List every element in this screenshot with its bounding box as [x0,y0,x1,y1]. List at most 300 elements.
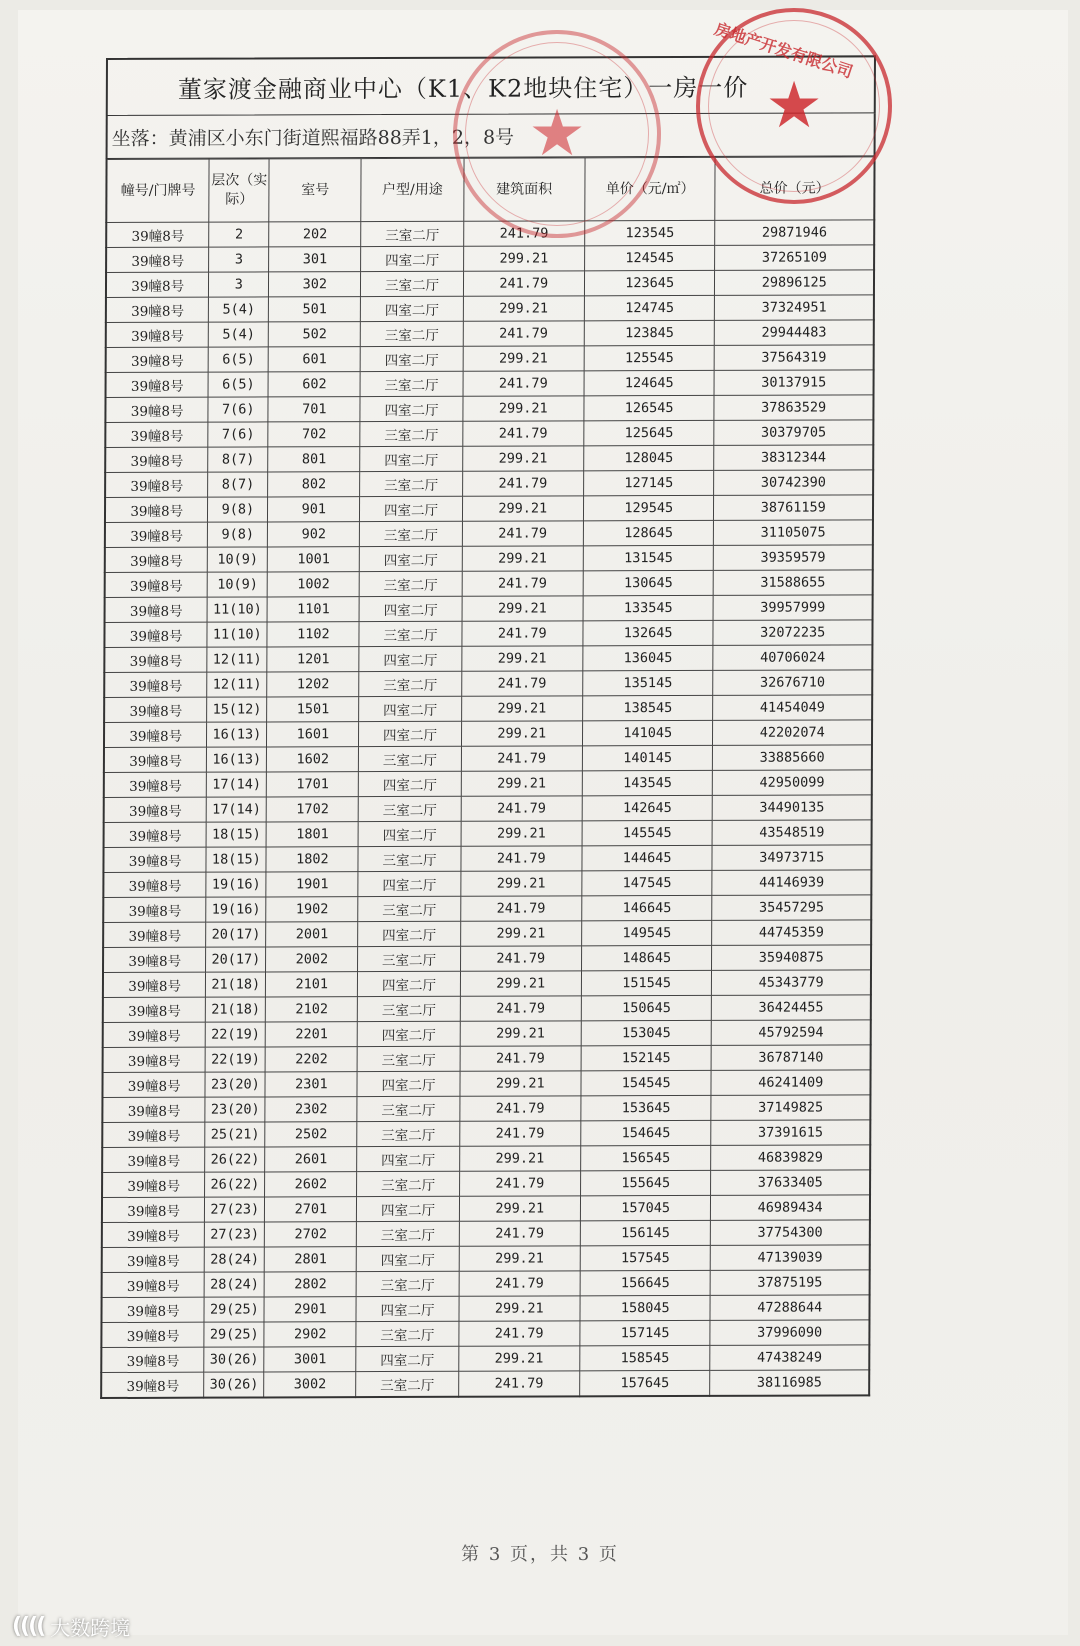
table-cell: 37149825 [711,1095,870,1121]
table-cell: 152145 [581,1045,712,1070]
table-cell: 三室二厅 [356,1371,458,1397]
table-row [106,295,874,323]
table-cell: 四室二厅 [359,721,461,746]
table-row [102,1245,870,1273]
table-cell: 140145 [582,745,713,770]
column-header: 户型/用途 [361,158,463,221]
table-cell: 39幢8号 [102,1147,205,1172]
table-cell: 37324951 [715,295,874,321]
table-cell: 124545 [584,245,715,270]
table-row [103,845,871,873]
document-page [18,10,1068,1635]
table-cell: 三室二厅 [361,271,463,296]
table-cell: 8(7) [208,447,268,472]
table-cell: 39幢8号 [105,522,208,547]
table-row [102,1195,870,1223]
table-cell: 6(5) [209,347,269,372]
table-cell: 15(12) [207,697,267,722]
table-cell: 30742390 [714,470,873,496]
table-cell: 39幢8号 [105,472,208,497]
table-cell: 299.21 [463,246,584,271]
table-cell: 902 [268,522,360,547]
table-cell: 157145 [580,1320,711,1345]
table-cell: 241.79 [460,1046,581,1071]
table-cell: 241.79 [461,796,582,821]
table-cell: 17(14) [207,797,267,822]
table-row [103,1045,871,1073]
table-cell: 三室二厅 [357,1171,459,1196]
column-header: 室号 [269,159,361,222]
table-cell: 32072235 [713,620,872,646]
table-cell: 241.79 [460,946,581,971]
table-row [105,395,873,423]
table-cell: 39幢8号 [102,1197,205,1222]
table-cell: 38312344 [714,445,873,471]
table-cell: 35457295 [712,895,871,921]
table-cell: 39幢8号 [104,622,207,647]
table-cell: 三室二厅 [358,996,460,1021]
table-cell: 2202 [265,1047,357,1072]
table-cell: 11(10) [207,622,267,647]
table-cell: 7(6) [208,397,268,422]
table-cell: 39幢8号 [102,1222,205,1247]
table-cell: 45343779 [712,970,871,996]
table-cell: 三室二厅 [361,221,463,246]
table-cell: 501 [269,297,361,322]
table-row [105,570,873,598]
table-cell: 299.21 [461,721,582,746]
table-cell: 142645 [582,795,713,820]
page-footer: 第 3 页，共 3 页 [461,1544,619,1565]
table-cell: 42202074 [713,720,872,746]
table-cell: 135145 [583,670,714,695]
table-cell: 四室二厅 [356,1346,458,1371]
table-cell: 三室二厅 [357,1096,459,1121]
table-cell: 1002 [267,572,359,597]
table-cell: 241.79 [459,1171,580,1196]
table-cell: 241.79 [460,996,581,1021]
column-header: 建筑面积 [463,158,585,221]
table-cell: 149545 [582,920,713,945]
table-cell: 47438249 [710,1345,869,1371]
table-cell: 三室二厅 [359,621,461,646]
table-cell: 39幢8号 [105,422,208,447]
table-cell: 三室二厅 [361,321,463,346]
table-cell: 154645 [581,1120,712,1145]
table-cell: 2801 [264,1247,356,1272]
table-cell: 三室二厅 [360,521,462,546]
table-cell: 39幢8号 [104,772,207,797]
table-cell: 17(14) [207,772,267,797]
table-cell: 241.79 [461,846,582,871]
table-cell: 299.21 [461,696,582,721]
table-cell: 1201 [267,647,359,672]
table-cell: 20(17) [206,947,266,972]
table-cell: 801 [268,447,360,472]
table-cell: 154545 [581,1070,712,1095]
table-row [101,1345,869,1373]
table-row [104,695,872,723]
table-cell: 39幢8号 [104,672,207,697]
table-cell: 3002 [264,1372,356,1398]
table-cell: 141045 [582,720,713,745]
table-cell: 47288644 [710,1295,869,1321]
table-row [104,670,872,698]
table-cell: 39幢8号 [104,747,207,772]
location-line: 坐落：黄浦区小东门街道熙福路88弄1，2，8号 [106,113,876,159]
table-cell: 三室二厅 [360,421,462,446]
watermark [12,1612,130,1641]
table-cell: 23(20) [205,1097,265,1122]
seal-text: 房地产开发有限公司 [712,19,856,82]
table-cell: 143545 [582,770,713,795]
table-row [105,595,873,623]
table-cell: 2 [209,222,269,247]
table-cell: 241.79 [459,1221,580,1246]
table-cell: 19(16) [206,872,266,897]
table-body [101,220,874,1398]
table-cell: 125545 [584,345,715,370]
table-cell: 157645 [580,1370,711,1396]
table-cell: 30(26) [204,1372,264,1398]
table-row [102,1220,870,1248]
table-row [101,1370,869,1398]
table-cell: 39幢8号 [106,247,209,272]
table-cell: 241.79 [463,371,584,396]
table-cell: 39幢8号 [106,372,209,397]
table-cell: 四室二厅 [360,446,462,471]
table-cell: 1802 [266,847,358,872]
table-cell: 37391615 [711,1120,870,1146]
table-cell: 123545 [585,220,716,245]
table-cell: 39幢8号 [102,1172,205,1197]
price-list-sheet [100,55,876,1399]
table-cell: 1101 [267,597,359,622]
table-cell: 299.21 [462,496,583,521]
table-cell: 16(13) [207,747,267,772]
table-cell: 39幢8号 [101,1372,204,1398]
table-cell: 21(18) [206,972,266,997]
table-cell: 三室二厅 [359,671,461,696]
table-cell: 三室二厅 [360,371,462,396]
table-row [105,470,873,498]
table-cell: 241.79 [462,571,583,596]
table-cell: 29871946 [715,220,874,246]
table-cell: 241.79 [459,1096,580,1121]
table-cell: 39幢8号 [102,1272,205,1297]
table-cell: 31105075 [714,520,873,546]
table-cell: 35940875 [712,945,871,971]
table-cell: 三室二厅 [360,471,462,496]
table-cell: 26(22) [205,1172,265,1197]
table-cell: 39幢8号 [103,872,206,897]
watermark-text: 大数跨境 [50,1616,131,1640]
table-cell: 1602 [267,747,359,772]
table-row [103,895,871,923]
table-cell: 四室二厅 [357,1146,459,1171]
table-cell: 602 [268,372,360,397]
table-row [106,270,874,298]
table-cell: 39幢8号 [106,297,209,322]
table-cell: 129545 [583,495,714,520]
table-cell: 四室二厅 [356,1296,458,1321]
table-cell: 11(10) [207,597,267,622]
table-header-row [106,157,874,223]
column-header: 层次（实际） [209,159,269,222]
table-cell: 901 [268,497,360,522]
table-cell: 三室二厅 [358,946,460,971]
table-cell: 39幢8号 [103,1047,206,1072]
table-cell: 1601 [267,722,359,747]
table-cell: 三室二厅 [357,1271,459,1296]
table-cell: 124645 [584,370,715,395]
table-cell: 158045 [580,1295,711,1320]
table-cell: 702 [268,422,360,447]
table-cell: 1102 [267,622,359,647]
table-cell: 9(8) [208,497,268,522]
table-cell: 37996090 [710,1320,869,1346]
table-cell: 12(11) [207,672,267,697]
table-cell: 29(25) [204,1297,264,1322]
table-cell: 138545 [583,695,714,720]
table-cell: 四室二厅 [360,546,462,571]
table-row [104,745,872,773]
table-cell: 37564319 [715,345,874,371]
table-row [103,945,871,973]
table-cell: 9(8) [208,522,268,547]
table-cell: 299.21 [459,1196,580,1221]
table-cell: 45792594 [712,1020,871,1046]
table-row [106,345,874,373]
table-cell: 241.79 [462,621,583,646]
table-cell: 130645 [583,570,714,595]
table-cell: 四室二厅 [358,921,460,946]
table-cell: 39幢8号 [106,347,209,372]
table-cell: 39幢8号 [106,222,209,247]
table-cell: 36424455 [712,995,871,1021]
table-cell: 299.21 [462,396,583,421]
table-cell: 39幢8号 [101,1322,204,1347]
table-cell: 39幢8号 [104,722,207,747]
table-row [105,520,873,548]
table-cell: 43548519 [713,820,872,846]
table-cell: 27(23) [205,1197,265,1222]
table-cell: 18(15) [206,847,266,872]
table-cell: 2301 [265,1072,357,1097]
table-cell: 150645 [581,995,712,1020]
table-cell: 2302 [265,1097,357,1122]
table-cell: 29944483 [715,320,874,346]
table-cell: 146645 [582,895,713,920]
table-cell: 34973715 [712,845,871,871]
table-cell: 241.79 [458,1371,579,1397]
table-cell: 18(15) [206,822,266,847]
table-cell: 156545 [581,1145,712,1170]
table-cell: 156645 [580,1270,711,1295]
table-cell: 39幢8号 [103,972,206,997]
table-cell: 241.79 [463,321,584,346]
table-cell: 33885660 [713,745,872,771]
table-row [105,420,873,448]
table-cell: 1702 [266,797,358,822]
table-cell: 四室二厅 [358,971,460,996]
table-cell: 39幢8号 [102,1072,205,1097]
table-cell: 42950099 [713,770,872,796]
table-cell: 1202 [267,672,359,697]
table-cell: 157545 [580,1245,711,1270]
table-cell: 128045 [584,445,715,470]
table-row [101,1295,869,1323]
table-cell: 39幢8号 [104,822,207,847]
table-cell: 三室二厅 [358,846,460,871]
table-cell: 6(5) [208,372,268,397]
table-cell: 30379705 [714,420,873,446]
table-row [103,1020,871,1048]
table-cell: 39957999 [714,595,873,621]
table-cell: 1901 [266,872,358,897]
table-cell: 四室二厅 [357,1071,459,1096]
table-cell: 241.79 [462,421,583,446]
table-cell: 299.21 [462,546,583,571]
table-cell: 39幢8号 [104,697,207,722]
table-cell: 10(9) [208,547,268,572]
table-cell: 299.21 [459,1246,580,1271]
table-row [102,1145,870,1173]
watermark-logo-icon: (((( [12,1614,45,1639]
table-cell: 四室二厅 [361,346,463,371]
table-cell: 241.79 [459,1271,580,1296]
table-cell: 46839829 [711,1145,870,1171]
table-cell: 25(21) [205,1122,265,1147]
table-cell: 2902 [264,1322,356,1347]
table-cell: 37875195 [711,1270,870,1296]
table-cell: 44745359 [712,920,871,946]
table-cell: 8(7) [208,472,268,497]
table-cell: 3001 [264,1347,356,1372]
table-cell: 21(18) [206,997,266,1022]
table-cell: 四室二厅 [359,646,461,671]
table-cell: 30137915 [714,370,873,396]
table-cell: 3 [209,272,269,297]
table-cell: 299.21 [463,346,584,371]
table-cell: 37863529 [714,395,873,421]
table-cell: 四室二厅 [359,821,461,846]
table-cell: 39幢8号 [101,1297,204,1322]
table-cell: 四室二厅 [359,696,461,721]
table-cell: 39幢8号 [105,572,208,597]
table-cell: 39幢8号 [105,547,208,572]
table-cell: 1801 [266,822,358,847]
table-cell: 299.21 [458,1346,579,1371]
table-cell: 28(24) [205,1247,265,1272]
table-cell: 148645 [581,945,712,970]
table-cell: 四室二厅 [357,1246,459,1271]
table-cell: 34490135 [713,795,872,821]
table-cell: 241.79 [463,271,584,296]
table-cell: 299.21 [460,921,581,946]
table-row [102,1170,870,1198]
table-cell: 153045 [581,1020,712,1045]
table-cell: 40706024 [713,645,872,671]
table-cell: 44146939 [712,870,871,896]
table-cell: 2601 [265,1147,357,1172]
table-cell: 39幢8号 [104,797,207,822]
table-cell: 三室二厅 [358,896,460,921]
column-header: 幢号/门牌号 [106,159,209,222]
table-cell: 2701 [265,1197,357,1222]
table-row [106,320,874,348]
table-cell: 241.79 [461,746,582,771]
table-cell: 39幢8号 [102,1097,205,1122]
table-cell: 26(22) [205,1147,265,1172]
table-cell: 128645 [583,520,714,545]
table-cell: 601 [268,347,360,372]
table-cell: 39幢8号 [103,897,206,922]
table-row [106,245,874,273]
table-row [103,920,871,948]
table-cell: 39359579 [714,545,873,571]
table-row [102,1270,870,1298]
table-cell: 2101 [266,972,358,997]
table-cell: 202 [269,222,361,247]
table-row [101,1320,869,1348]
table-cell: 123845 [584,320,715,345]
table-cell: 三室二厅 [358,1046,460,1071]
table-cell: 四室二厅 [361,246,463,271]
table-cell: 47139039 [711,1245,870,1271]
table-cell: 29(25) [204,1322,264,1347]
table-cell: 29896125 [715,270,874,296]
table-cell: 1501 [267,697,359,722]
table-cell: 241.79 [459,1121,580,1146]
table-cell: 2602 [265,1172,357,1197]
column-header: 单价（元/㎡） [585,157,716,220]
table-cell: 22(19) [205,1047,265,1072]
table-row [104,645,872,673]
table-cell: 2002 [266,947,358,972]
table-cell: 23(20) [205,1072,265,1097]
table-cell: 2001 [266,922,358,947]
table-row [106,220,874,248]
table-cell: 151545 [581,970,712,995]
table-cell: 39幢8号 [103,1022,206,1047]
table-cell: 241.79 [461,671,582,696]
table-cell: 136045 [583,645,714,670]
table-cell: 502 [269,322,361,347]
table-cell: 299.21 [460,1071,581,1096]
table-cell: 39幢8号 [104,647,207,672]
table-cell: 802 [268,472,360,497]
table-cell: 28(24) [204,1272,264,1297]
table-cell: 32676710 [713,670,872,696]
table-cell: 302 [269,272,361,297]
table-cell: 三室二厅 [359,746,461,771]
table-cell: 三室二厅 [357,1121,459,1146]
table-cell: 46241409 [711,1070,870,1096]
table-cell: 124745 [584,295,715,320]
table-cell: 39幢8号 [106,272,209,297]
table-cell: 30(26) [204,1347,264,1372]
table-cell: 126545 [584,395,715,420]
table-cell: 三室二厅 [359,796,461,821]
table-cell: 三室二厅 [360,571,462,596]
table-cell: 155645 [580,1170,711,1195]
table-cell: 299.21 [463,296,584,321]
table-cell: 131545 [583,545,714,570]
table-row [105,545,873,573]
table-cell: 5(4) [209,297,269,322]
table-cell: 1001 [268,547,360,572]
